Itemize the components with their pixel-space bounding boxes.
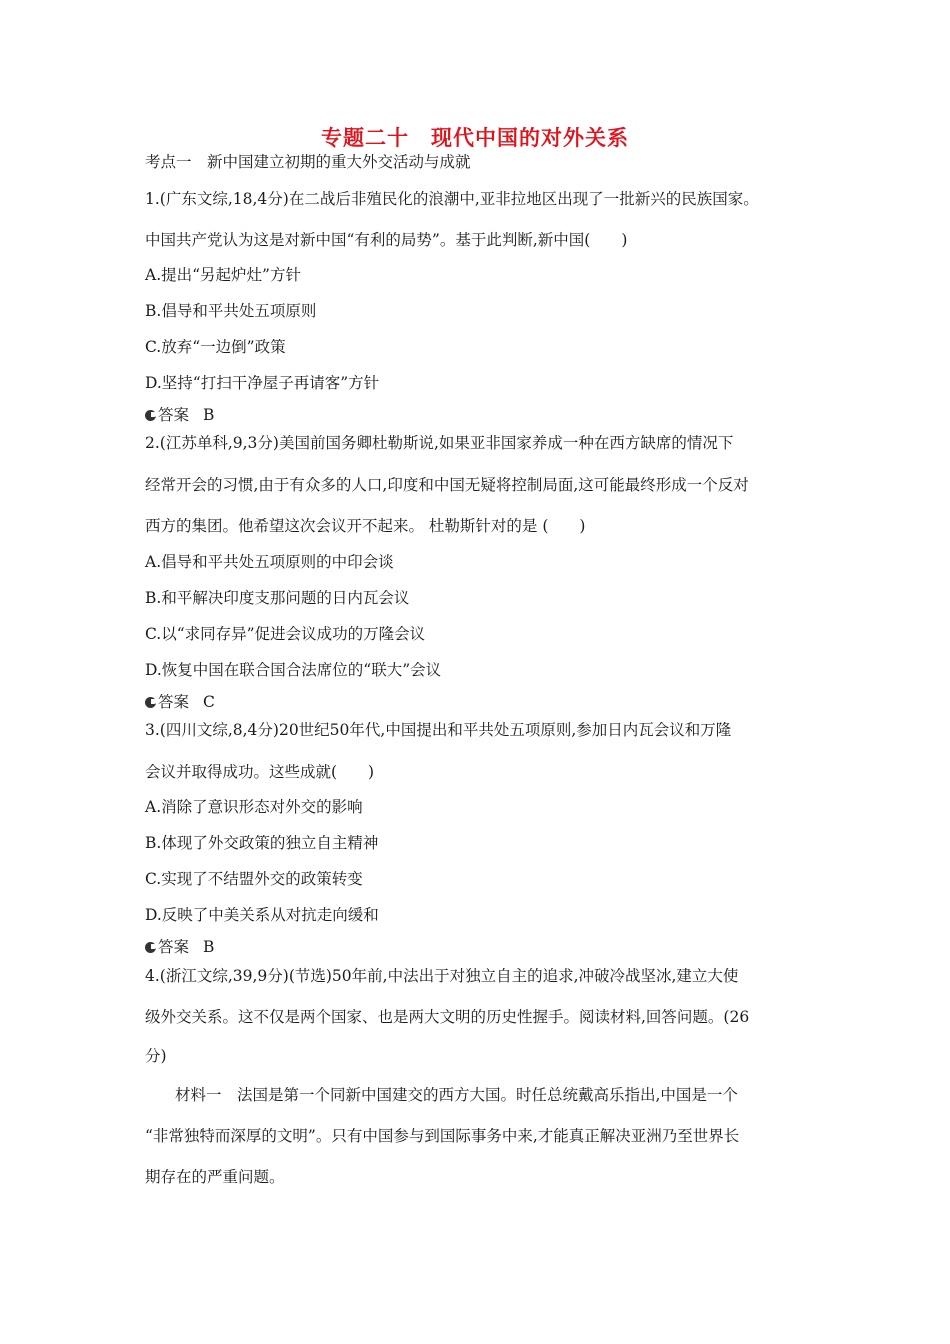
q3-option-a: A.消除了意识形态对外交的影响 — [145, 798, 363, 816]
q3-option-b: B.体现了外交政策的独立自主精神 — [145, 834, 379, 852]
page-title: 专题二十 现代中国的对外关系 — [321, 126, 629, 150]
q2-stem-line-2: 经常开会的习惯,由于有众多的人口,印度和中国无疑将控制局面,这可能最终形成一个反对 — [145, 476, 749, 494]
q2-answer-value: C — [203, 693, 215, 711]
answer-icon — [145, 410, 156, 421]
q1-option-b: B.倡导和平共处五项原则 — [145, 302, 317, 320]
q3-answer — [145, 937, 214, 957]
q3-stem-line-1: 3.(四川文综,8,4分)20世纪50年代,中国提出和平共处五项原则,参加日内瓦会议和万隆 — [145, 721, 732, 739]
q1-stem-line-1: 1.(广东文综,18,4分)在二战后非殖民化的浪潮中,亚非拉地区出现了一批新兴的民族国家。 — [145, 190, 759, 208]
q4-material-line-2: “非常独特而深厚的文明”。只有中国参与到国际事务中来,才能真正解决亚洲乃至世界长 — [145, 1127, 740, 1145]
q4-material-line-3: 期存在的严重问题。 — [145, 1168, 285, 1186]
q3-answer-label: 答案 — [158, 938, 190, 956]
q1-answer-label: 答案 — [158, 406, 190, 424]
q3-answer-value: B — [203, 938, 215, 956]
q1-option-a: A.提出“另起炉灶”方针 — [145, 266, 301, 284]
answer-icon — [145, 942, 156, 953]
q1-option-d: D.坚持“打扫干净屋子再请客”方针 — [145, 374, 380, 392]
q3-option-d: D.反映了中美关系从对抗走向缓和 — [145, 906, 379, 924]
q2-option-d: D.恢复中国在联合国合法席位的“联大”会议 — [145, 661, 442, 679]
q3-option-c: C.实现了不结盟外交的政策转变 — [145, 870, 363, 888]
section-heading: 考点一 新中国建立初期的重大外交活动与成就 — [145, 153, 471, 171]
q1-option-c: C.放弃“一边倒”政策 — [145, 338, 286, 356]
q4-stem-line-3: 分) — [145, 1047, 167, 1065]
q4-material-line-1: 材料一 法国是第一个同新中国建交的西方大国。时任总统戴高乐指出,中国是一个 — [175, 1086, 738, 1104]
answer-icon — [145, 697, 156, 708]
q3-stem-line-2: 会议并取得成功。这些成就( ) — [145, 763, 375, 781]
q1-stem-line-2: 中国共产党认为这是对新中国“有利的局势”。基于此判断,新中国( ) — [145, 231, 628, 249]
q2-option-b: B.和平解决印度支那问题的日内瓦会议 — [145, 589, 410, 607]
q1-answer — [145, 405, 214, 425]
q4-stem-line-1: 4.(浙江文综,39,9分)(节选)50年前,中法出于对独立自主的追求,冲破冷战坚冰,建立大使 — [145, 967, 739, 985]
q1-answer-value: B — [203, 406, 215, 424]
q2-stem-line-3: 西方的集团。他希望这次会议开不起来。 杜勒斯针对的是 ( ) — [145, 517, 586, 535]
q2-option-c: C.以“求同存异”促进会议成功的万隆会议 — [145, 625, 426, 643]
q4-stem-line-2: 级外交关系。这不仅是两个国家、也是两大文明的历史性握手。阅读材料,回答问题。(26 — [145, 1008, 750, 1026]
q2-answer-label: 答案 — [158, 693, 190, 711]
q2-answer — [145, 692, 215, 712]
q2-stem-line-1: 2.(江苏单科,9,3分)美国前国务卿杜勒斯说,如果亚非国家养成一种在西方缺席的情况下 — [145, 434, 734, 452]
q2-option-a: A.倡导和平共处五项原则的中印会谈 — [145, 553, 394, 571]
